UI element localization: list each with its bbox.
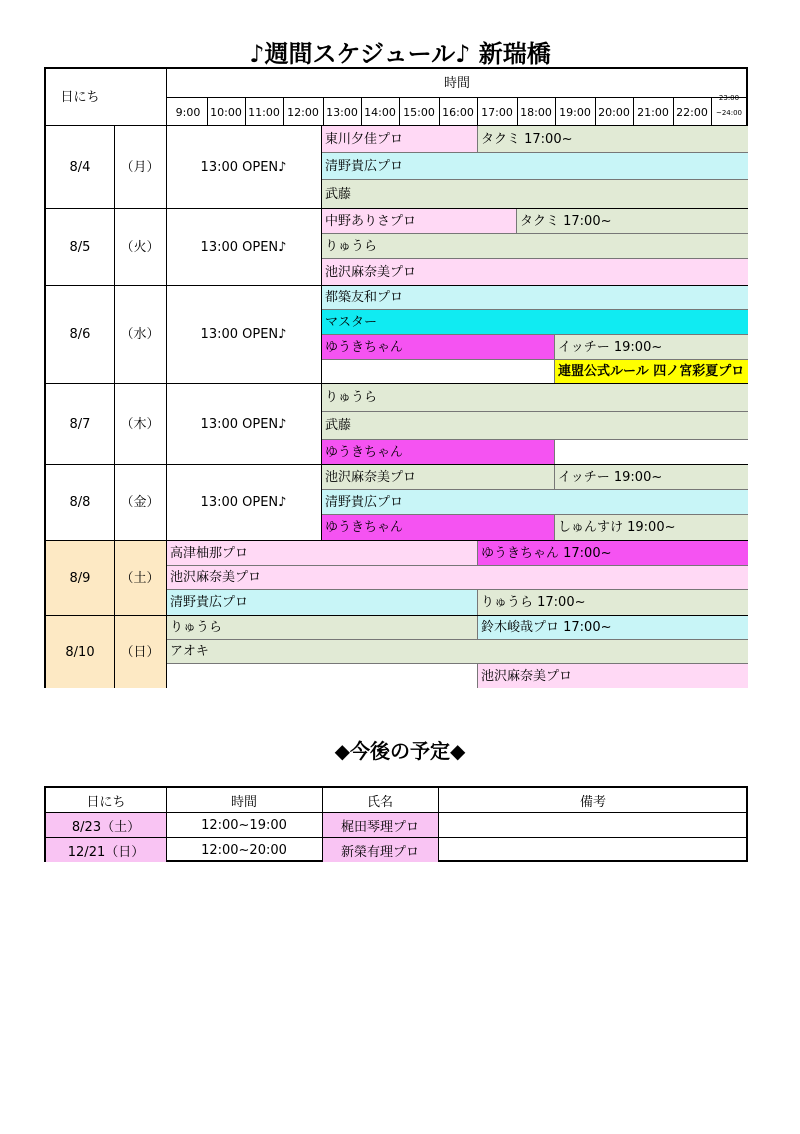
schedule-entry: ゆうきちゃん	[322, 440, 554, 464]
future-header-time: 時間	[230, 794, 257, 810]
day-dow: （土）	[120, 570, 160, 586]
future-row-date: 12/21（日）	[46, 838, 166, 862]
schedule-entry: 清野貴広プロ	[167, 590, 477, 615]
schedule-entry: ゆうきちゃん 17:00~	[477, 541, 748, 566]
open-time: 13:00 OPEN♪	[200, 159, 287, 175]
schedule-entry: 中野ありさプロ	[322, 209, 516, 234]
hour-label: 12:00	[287, 105, 319, 119]
day-dow: （日）	[120, 644, 160, 660]
hour-label: 19:00	[559, 105, 591, 119]
day-dow: （火）	[120, 239, 160, 255]
future-schedule-table	[44, 786, 748, 862]
future-row-name: 梶田琴理プロ	[322, 813, 438, 837]
schedule-entry: 池沢麻奈美プロ	[322, 259, 748, 285]
header-time-label: 時間	[443, 75, 470, 91]
schedule-entry: ゆうきちゃん	[322, 515, 554, 540]
future-row-date: 8/23（土）	[46, 813, 166, 837]
future-header-name: 氏名	[366, 794, 393, 810]
schedule-entry: 東川夕佳プロ	[322, 126, 477, 153]
hour-label: 10:00	[210, 105, 242, 119]
schedule-entry: 高津柚那プロ	[167, 541, 477, 566]
hour-label: 21:00	[637, 105, 669, 119]
day-dow: （水）	[120, 327, 160, 342]
day-date: 8/7	[69, 416, 91, 432]
day-date: 8/4	[69, 159, 91, 175]
day-dow: （月）	[120, 159, 160, 175]
day-date: 8/10	[65, 644, 95, 660]
open-time: 13:00 OPEN♪	[200, 416, 287, 432]
future-schedule-title: ◆今後の予定◆	[334, 739, 466, 763]
hour-label: 9:00	[175, 105, 201, 119]
open-time: 13:00 OPEN♪	[200, 327, 287, 342]
future-row-time: 12:00~19:00	[201, 817, 287, 833]
hour-label-last-bottom: ~24:00	[715, 109, 743, 117]
schedule-entry: マスター	[322, 310, 748, 335]
hour-label-last-top: 23:00	[718, 94, 740, 102]
schedule-entry: タクミ 17:00~	[516, 209, 748, 234]
page-title: ♪週間スケジュール♪ 新瑞橋	[249, 40, 551, 68]
schedule-entry: りゅうら 17:00~	[477, 590, 748, 615]
day-date: 8/5	[69, 239, 91, 255]
hour-label: 20:00	[598, 105, 630, 119]
day-date: 8/8	[69, 495, 91, 510]
hour-label: 11:00	[248, 105, 280, 119]
schedule-entry: イッチー 19:00~	[554, 465, 748, 490]
future-header-notes: 備考	[579, 794, 606, 810]
hour-label: 15:00	[403, 105, 435, 119]
open-time: 13:00 OPEN♪	[200, 495, 287, 510]
day-dow: （木）	[120, 416, 160, 432]
schedule-entry: 清野貴広プロ	[322, 490, 748, 515]
day-date: 8/9	[69, 570, 91, 586]
future-row-notes	[438, 813, 748, 837]
schedule-entry: りゅうら	[322, 384, 748, 412]
schedule-entry: ゆうきちゃん	[322, 335, 554, 360]
weekly-schedule-table	[44, 67, 748, 688]
future-header-date: 日にち	[86, 794, 126, 810]
schedule-entry: 武藤	[322, 180, 748, 208]
schedule-entry: 池沢麻奈美プロ	[477, 664, 748, 688]
hour-label: 14:00	[364, 105, 396, 119]
hour-label: 22:00	[676, 105, 708, 119]
schedule-entry: 鈴木峻哉プロ 17:00~	[477, 616, 748, 640]
schedule-entry: イッチー 19:00~	[554, 335, 748, 360]
schedule-entry: りゅうら	[322, 234, 748, 259]
day-date: 8/6	[69, 327, 91, 342]
schedule-entry: 都築友和プロ	[322, 286, 748, 310]
schedule-entry: 池沢麻奈美プロ	[322, 465, 554, 490]
schedule-entry: しゅんすけ 19:00~	[554, 515, 748, 540]
hour-label: 13:00	[326, 105, 358, 119]
schedule-entry: 清野貴広プロ	[322, 153, 748, 180]
future-row-name: 新榮有理プロ	[322, 838, 438, 862]
schedule-entry: 武藤	[322, 412, 748, 440]
day-dow: （金）	[120, 495, 160, 510]
open-time: 13:00 OPEN♪	[200, 239, 287, 255]
future-row-time: 12:00~20:00	[201, 842, 287, 858]
hour-label: 17:00	[481, 105, 513, 119]
schedule-entry: 連盟公式ルール 四ノ宮彩夏プロ	[554, 360, 748, 383]
schedule-entry: アオキ	[167, 640, 748, 664]
hour-label: 18:00	[520, 105, 552, 119]
schedule-entry: 池沢麻奈美プロ	[167, 566, 748, 590]
schedule-entry: りゅうら	[167, 616, 477, 640]
schedule-entry: タクミ 17:00~	[477, 126, 748, 153]
header-date-label: 日にち	[60, 89, 100, 105]
future-row-notes	[438, 838, 748, 862]
hour-label: 16:00	[442, 105, 474, 119]
